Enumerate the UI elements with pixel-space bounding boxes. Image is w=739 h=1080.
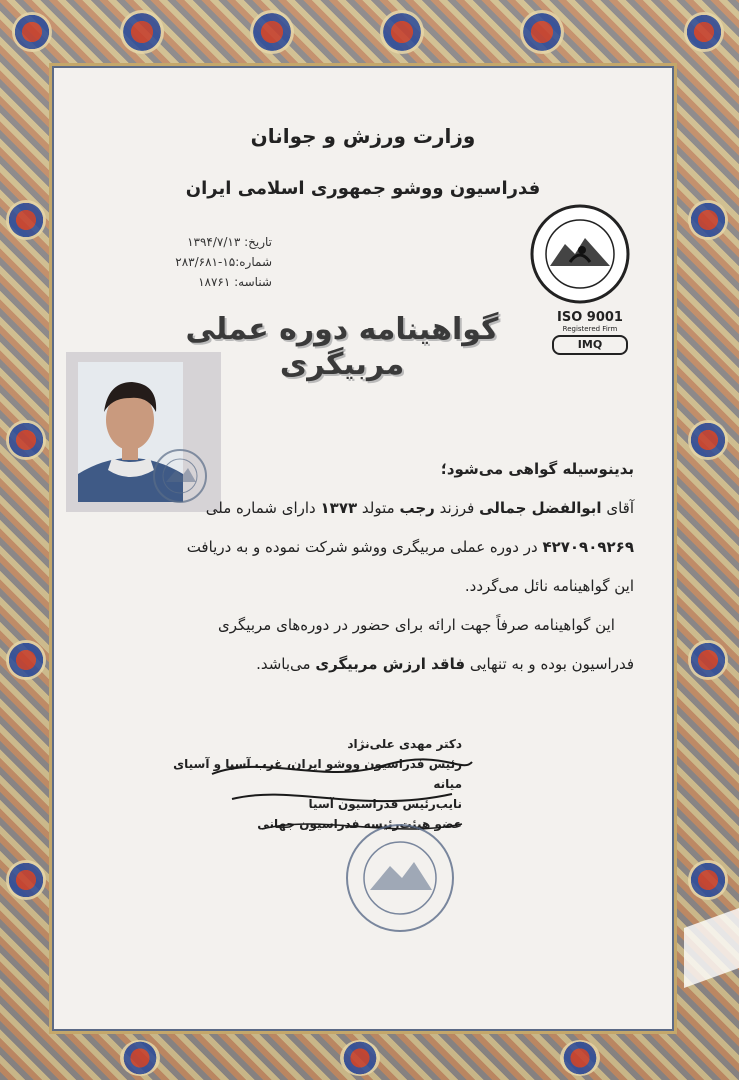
father-name: رجب: [399, 499, 435, 517]
iso-subtitle: Registered Firm: [562, 325, 618, 333]
certificate-title: گواهینامه دوره عملی مربیگری: [185, 312, 499, 382]
certificate-paper: [52, 66, 674, 1031]
border-ornament: [520, 10, 564, 54]
born-label: متولد: [361, 499, 395, 517]
validity-text: این گواهینامه صرفاً جهت ارائه برای حضور در دوره‌های مربیگری: [218, 616, 615, 634]
document-meta: [92, 232, 272, 292]
body-line-3: این گواهینامه نائل می‌گردد.: [464, 577, 634, 595]
signatory-role-2: نایب‌رئیس فدراسیون آسیا: [308, 797, 462, 811]
border-ornament: [688, 640, 728, 680]
border-ornament: [6, 420, 46, 460]
border-ornament: [340, 1040, 380, 1076]
child-of-label: فرزند: [439, 499, 475, 517]
border-ornament: [250, 10, 294, 54]
federation-heading: فدراسیون ووشو جمهوری اسلامی ایران: [185, 178, 541, 199]
border-ornament: [6, 640, 46, 680]
iso-badge: [550, 310, 630, 355]
course-text: در دوره عملی مربیگری ووشو شرکت نموده و به دریافت: [186, 538, 538, 556]
intro-line: [94, 450, 634, 489]
signatory-name: دکتر مهدی علی‌نژاد: [347, 737, 462, 751]
border-ornament: [684, 12, 724, 52]
national-id: ۴۲۷۰۹۰۹۲۶۹: [542, 538, 634, 556]
holder-name: ابوالفضل جمالی: [479, 499, 602, 517]
ministry-heading: وزارت ورزش و جوانان: [250, 124, 476, 148]
body-line-4: [94, 606, 634, 645]
federation-stamp-icon: [344, 822, 456, 934]
border-ornament: [120, 10, 164, 54]
border-ornament: [380, 10, 424, 54]
body-line-1: [94, 489, 634, 528]
glass-glare: [684, 908, 739, 988]
border-ornament: [688, 420, 728, 460]
signatory-role-1: رئیس فدراسیون ووشو ایران، غرب آسیا و آسیای میانه: [173, 757, 462, 791]
id-field: شناسه: ۱۸۷۶۱: [198, 275, 272, 289]
birth-year: ۱۳۷۳: [320, 499, 358, 517]
certificate-body: [94, 450, 634, 684]
border-ornament: [12, 12, 52, 52]
mr-label: آقای: [606, 499, 634, 517]
federation-logo-icon: [530, 204, 630, 304]
validity-text-2: فدراسیون بوده و به تنهایی: [469, 655, 634, 673]
national-id-label: دارای شماره ملی: [205, 499, 316, 517]
validity-end: می‌باشد.: [256, 655, 311, 673]
border-ornament: [560, 1040, 600, 1076]
border-ornament: [120, 1040, 160, 1076]
intro-text: بدینوسیله گواهی می‌شود؛: [440, 460, 634, 478]
border-ornament: [688, 860, 728, 900]
imq-mark: IMQ: [552, 335, 628, 355]
border-ornament: [6, 860, 46, 900]
signatory-role-3: عضو هیئت‌رئیسه فدراسیون جهانی: [257, 817, 462, 831]
body-line-5: [94, 645, 634, 684]
date-field: تاریخ: ۱۳۹۴/۷/۱۳: [187, 235, 272, 249]
no-coaching-value: فاقد ارزش مربیگری: [315, 655, 466, 673]
number-field: شماره:۱۵-۲۸۳/۶۸۱: [175, 255, 272, 269]
border-ornament: [688, 200, 728, 240]
iso-title: ISO 9001: [557, 310, 623, 325]
border-ornament: [6, 200, 46, 240]
body-line-2: [94, 528, 634, 567]
